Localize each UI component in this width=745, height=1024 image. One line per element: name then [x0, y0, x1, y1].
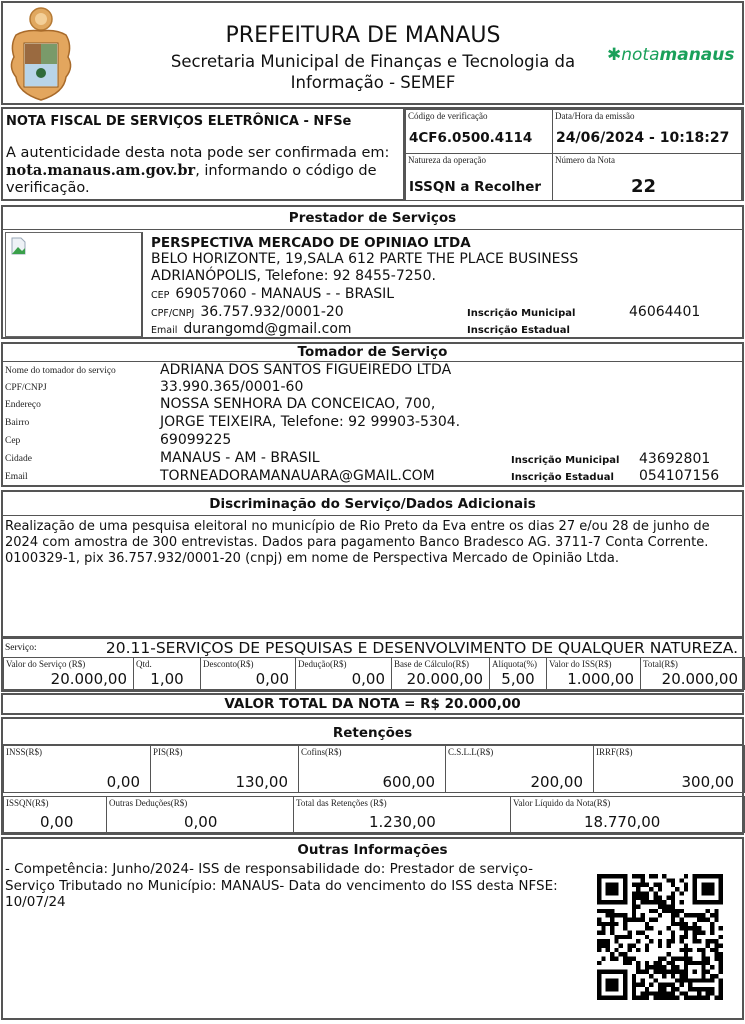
servico-column-value: 0,00	[351, 670, 385, 688]
tomador-insc-estadual-value: 054107156	[639, 468, 720, 484]
tomador-field-value: ADRIANA DOS SANTOS FIGUEIREDO LTDA	[160, 362, 452, 378]
nfse-title-box	[1, 107, 405, 201]
retencao-label: ISSQN(R$)	[6, 798, 49, 808]
retencao-label: IRRF(R$)	[596, 747, 633, 757]
retencao-value: 0,00	[184, 813, 218, 831]
cnpj-label: CPF/CNPJ	[151, 308, 195, 319]
secretaria-subtitle	[153, 51, 593, 93]
outras-text: - Competência: Junho/2024- ISS de responsabilidade do: Prestador de serviço- Serviço Tributado no Município: MANAUS- Data do vencimento do ISS desta NFSE: 10/07/24	[5, 861, 558, 910]
nfse-title: NOTA FISCAL DE SERVIÇOS ELETRÔNICA - NFSe	[6, 114, 352, 129]
coat-of-arms-icon	[6, 5, 76, 103]
servico-column-cell	[391, 657, 490, 690]
email-label: Email	[151, 325, 178, 336]
retencao-label: Total das Retenções (R$)	[296, 798, 387, 808]
tomador-insc-municipal-label: Inscrição Municipal	[511, 455, 620, 466]
servico-column-value: 0,00	[255, 670, 289, 688]
cep-value: 69057060 - MANAUS - - BRASIL	[175, 286, 395, 302]
prestador-address-line1: BELO HORIZONTE, 19,SALA 612 PARTE THE PLACE BUSINESS	[151, 251, 579, 267]
brand-prefix: nota	[621, 45, 660, 65]
authenticity-notice	[6, 145, 406, 197]
numero-nota-value: 22	[631, 176, 657, 197]
retencao-cell	[293, 796, 511, 833]
asterisk-icon: ✱	[607, 45, 622, 65]
tomador-field-label: Cidade	[5, 454, 32, 464]
tomador-field-value: JORGE TEIXEIRA, Telefone: 92 99903-5304.	[160, 414, 461, 430]
discriminacao-title: Discriminação do Serviço/Dados Adicionais	[3, 492, 742, 516]
prestador-title: Prestador de Serviços	[3, 207, 742, 230]
retencao-label: Cofins(R$)	[301, 747, 342, 757]
servico-column-cell	[489, 657, 547, 690]
data-emissao-value: 24/06/2024 - 10:18:27	[556, 130, 730, 146]
retencao-value: 0,00	[106, 773, 140, 791]
natureza-operacao-value: ISSQN a Recolher	[409, 179, 542, 195]
retencoes-title: Retenções	[3, 719, 742, 745]
servico-column-label: Total(R$)	[643, 659, 678, 669]
tomador-field-value: 33.990.365/0001-60	[160, 379, 304, 395]
verification-link[interactable]: nota.manaus.am.gov.br	[6, 162, 196, 179]
retencao-label: INSS(R$)	[6, 747, 43, 757]
brand-suffix: manaus	[659, 45, 735, 65]
servico-column-value: 5,00	[501, 670, 535, 688]
codigo-verificacao-value: 4CF6.0500.4114	[409, 130, 533, 146]
tomador-field-label: CPF/CNPJ	[5, 383, 47, 393]
servico-column-label: Desconto(R$)	[203, 659, 254, 669]
servico-column-value: 20.000,00	[406, 670, 483, 688]
notamanaus-logo	[607, 45, 735, 65]
codigo-verificacao-cell	[405, 109, 553, 154]
servico-column-cell	[546, 657, 641, 690]
servico-column-label: Valor do ISS(R$)	[549, 659, 612, 669]
tomador-field-label: Cep	[5, 436, 21, 446]
document-header	[1, 1, 744, 105]
retencao-cell	[106, 796, 294, 833]
tomador-insc-estadual-label: Inscrição Estadual	[511, 472, 614, 483]
servico-column-value: 20.000,00	[50, 670, 127, 688]
retencao-value: 130,00	[235, 773, 288, 791]
auth-text-1: A autenticidade desta nota pode ser confirmada em:	[6, 145, 390, 161]
broken-image-icon	[10, 237, 28, 255]
retencao-cell	[3, 745, 151, 793]
retencoes-section	[1, 717, 744, 835]
servico-column-label: Qtd.	[136, 659, 152, 669]
prestador-email-row	[151, 321, 352, 337]
numero-nota-cell	[552, 153, 742, 201]
tomador-section	[1, 342, 744, 487]
numero-nota-label: Número da Nota	[555, 155, 615, 165]
retencao-value: 300,00	[681, 773, 734, 791]
retencao-value: 0,00	[40, 813, 74, 831]
prestador-cep-row	[151, 286, 394, 302]
qr-code-icon[interactable]	[597, 874, 723, 1000]
subtitle-line-1: Secretaria Municipal de Finanças e Tecnologia da	[170, 52, 576, 71]
servico-column-label: Valor do Serviço (R$)	[6, 659, 86, 669]
nfse-info-grid	[405, 107, 744, 201]
retencao-cell	[593, 745, 745, 793]
retencao-value: 18.770,00	[584, 813, 661, 831]
servico-column-cell	[295, 657, 392, 690]
discriminacao-text: Realização de uma pesquisa eleitoral no município de Rio Preto da Eva entre os dias 27 e/ou 28 de junho de 2024 com amostra de 300 entrevistas. Dados para pagamento Banco Bradesco AG. 3711-7 Conta Corrente. 0100329-1, pix 36.757.932/0001-20 (cnpj) em nome de Perspectiva Mercado de Opinião Ltda.	[5, 519, 710, 566]
prefeitura-title: PREFEITURA DE MANAUS	[225, 23, 501, 48]
tomador-title: Tomador de Serviço	[3, 344, 742, 362]
auth-text-2: , informando o código de verificação.	[6, 163, 377, 196]
subtitle-line-2: Informação - SEMEF	[290, 73, 456, 92]
retencao-cell	[510, 796, 745, 833]
retencao-value: 1.230,00	[369, 813, 436, 831]
codigo-verificacao-label: Código de verificação	[408, 111, 488, 121]
prestador-address-line2: ADRIANÓPOLIS, Telefone: 92 8455-7250.	[151, 268, 436, 284]
retencao-label: C.S.L.L(R$)	[448, 747, 494, 757]
discriminacao-section	[1, 490, 744, 638]
cnpj-value: 36.757.932/0001-20	[200, 304, 344, 320]
tomador-field-label: Bairro	[5, 418, 30, 428]
tomador-field-label: Email	[5, 472, 28, 482]
servico-column-value: 1.000,00	[567, 670, 634, 688]
cep-label: CEP	[151, 290, 170, 301]
prestador-insc-municipal-label: Inscrição Municipal	[467, 308, 576, 319]
servico-column-value: 1,00	[150, 670, 184, 688]
tomador-field-value: MANAUS - AM - BRASIL	[160, 450, 320, 466]
natureza-operacao-cell	[405, 153, 553, 201]
tomador-field-label: Nome do tomador do serviço	[5, 366, 116, 376]
servico-section	[1, 638, 744, 692]
servico-column-cell	[133, 657, 201, 690]
tomador-field-label: Endereço	[5, 400, 41, 410]
servico-column-value: 20.000,00	[661, 670, 738, 688]
servico-column-cell	[3, 657, 134, 690]
servico-column-cell	[200, 657, 296, 690]
retencao-cell	[298, 745, 446, 793]
retencao-value: 600,00	[382, 773, 435, 791]
prestador-logo-placeholder	[5, 232, 143, 337]
servico-column-label: Dedução(R$)	[298, 659, 347, 669]
valor-total-nota: VALOR TOTAL DA NOTA = R$ 20.000,00	[1, 693, 744, 715]
tomador-field-value: NOSSA SENHORA DA CONCEICAO, 700,	[160, 396, 436, 412]
servico-value: 20.11-SERVIÇOS DE PESQUISAS E DESENVOLVIMENTO DE QUALQUER NATUREZA.	[105, 639, 738, 657]
retencao-cell	[150, 745, 299, 793]
data-emissao-cell	[552, 109, 742, 154]
prestador-cnpj-row	[151, 304, 344, 320]
prestador-section	[1, 205, 744, 339]
natureza-operacao-label: Natureza da operação	[408, 155, 486, 165]
retencao-value: 200,00	[530, 773, 583, 791]
servico-label: Serviço:	[5, 643, 37, 653]
servico-column-cell	[640, 657, 745, 690]
retencao-label: Outras Deduções(R$)	[109, 798, 188, 808]
servico-column-label: Alíquota(%)	[492, 659, 537, 669]
outras-informacoes-section	[1, 837, 744, 1020]
tomador-field-value: TORNEADORAMANAUARA@GMAIL.COM	[160, 468, 435, 484]
outras-title: Outras Informações	[297, 842, 448, 858]
retencao-cell	[3, 796, 107, 833]
email-value: durangomd@gmail.com	[183, 321, 352, 337]
tomador-insc-municipal-value: 43692801	[639, 451, 711, 467]
prestador-insc-municipal-value: 46064401	[629, 304, 701, 320]
prestador-insc-estadual-label: Inscrição Estadual	[467, 325, 570, 336]
retencao-cell	[445, 745, 594, 793]
tomador-field-value: 69099225	[160, 432, 232, 448]
servico-column-label: Base de Cálculo(R$)	[394, 659, 469, 669]
prestador-name: PERSPECTIVA MERCADO DE OPINIAO LTDA	[151, 235, 471, 251]
retencao-label: PIS(R$)	[153, 747, 183, 757]
data-emissao-label: Data/Hora da emissão	[555, 111, 635, 121]
retencao-label: Valor Líquido da Nota(R$)	[513, 798, 611, 808]
